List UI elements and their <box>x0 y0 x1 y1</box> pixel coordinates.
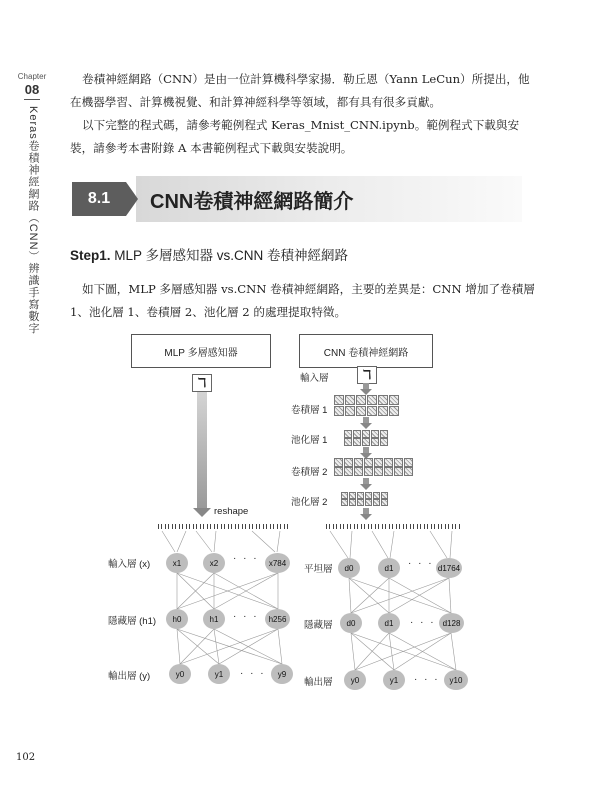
cnn-pool1-feature-maps-row2 <box>344 438 388 446</box>
mlp-output-node: y0 <box>169 664 191 684</box>
mlp-input-ellipsis: · · · <box>233 553 259 564</box>
cnn-hidden-node: d0 <box>340 613 362 633</box>
cnn-output-layer-label: 輸出層 <box>304 677 333 688</box>
intro-paragraph-2: 以下完整的程式碼，請參考範例程式 Keras_Mnist_CNN.ipynb。範例程式下載與安裝，請參考本書附錄 A 本書範例程式下載與安裝說明。 <box>70 118 520 155</box>
cnn-pool2-feature-maps-row2 <box>341 499 388 506</box>
cnn-flatten-node: d1764 <box>436 558 462 578</box>
mlp-title-box: MLP 多層感知器 <box>131 334 271 368</box>
cnn-arrowhead <box>360 514 372 520</box>
cnn-conv1-label: 卷積層 1 <box>291 405 328 416</box>
cnn-output-node: y1 <box>383 670 405 690</box>
mlp-input-node: x2 <box>203 553 225 573</box>
cnn-conv1-feature-maps <box>334 395 399 405</box>
cnn-flatten-layer-label: 平坦層 <box>304 564 333 575</box>
chapter-label: Chapter <box>17 72 47 81</box>
mlp-input-node: x1 <box>166 553 188 573</box>
cnn-conv2-feature-maps <box>334 458 413 467</box>
step-label: Step1. <box>70 248 111 263</box>
page-number: 102 <box>16 752 36 763</box>
cnn-hidden-node: d1 <box>378 613 400 633</box>
mlp-output-node: y1 <box>208 664 230 684</box>
step-title: MLP 多層感知器 vs.CNN 卷積神經網路 <box>110 248 349 263</box>
cnn-arrowhead <box>360 484 372 490</box>
cnn-hidden-ellipsis: · · · <box>410 617 436 628</box>
mlp-input-node: x784 <box>265 553 290 573</box>
cnn-hidden-node: d128 <box>439 613 464 633</box>
cnn-pool2-label: 池化層 2 <box>291 497 328 508</box>
chapter-number: 08 <box>24 82 40 97</box>
section-number: 8.1 <box>72 182 126 216</box>
reshape-label: reshape <box>214 506 249 517</box>
mlp-output-ellipsis: · · · <box>240 668 266 679</box>
cnn-conv2-label: 卷積層 2 <box>291 467 328 478</box>
mlp-input-layer-label: 輸入層 (x) <box>108 559 151 570</box>
mlp-output-layer-label: 輸出層 (y) <box>108 671 151 682</box>
mlp-output-node: y9 <box>271 664 293 684</box>
intro-paragraph-1: 卷積神經網路（CNN）是由一位計算機科學家揚．勒丘恩（Yann LeCun）所提出，他在機器學習、計算機視覺、和計算神經科學等領域，都有具有很多貢獻。 <box>70 72 530 109</box>
mlp-input-digit-image: ℸ <box>192 374 212 392</box>
chapter-vertical-title: Keras卷積神經網路（CNN）辨識手寫數字 <box>27 106 39 335</box>
cnn-output-node: y0 <box>344 670 366 690</box>
mlp-hidden-node: h1 <box>203 609 225 629</box>
cnn-output-ellipsis: · · · <box>414 674 440 685</box>
cnn-flatten-ellipsis: · · · <box>408 558 434 569</box>
cnn-arrowhead <box>360 423 372 429</box>
section-title: CNN卷積神經網路簡介 <box>150 190 354 213</box>
mlp-hidden-layer-label: 隱藏層 (h1) <box>108 616 157 627</box>
mlp-hidden-node: h256 <box>265 609 290 629</box>
cnn-input-layer-label: 輸入層 <box>300 373 329 384</box>
cnn-flatten-node: d1 <box>378 558 400 578</box>
cnn-pool1-label: 池化層 1 <box>291 435 328 446</box>
body-paragraph: 如下圖，MLP 多層感知器 vs.CNN 卷積神經網路，主要的差異是：CNN 增加了卷積層 1、池化層 1、卷積層 2、池化層 2 的處理提取特徵。 <box>70 282 535 319</box>
mlp-hidden-node: h0 <box>166 609 188 629</box>
cnn-hidden-layer-label: 隱藏層 <box>304 620 333 631</box>
cnn-conv1-feature-maps-row2 <box>334 406 399 416</box>
cnn-title-box: CNN 卷積神經網路 <box>299 334 433 368</box>
cnn-pool2-feature-maps <box>341 492 388 499</box>
cnn-flattened-features <box>326 524 460 529</box>
cnn-flatten-node: d0 <box>338 558 360 578</box>
cnn-pool1-feature-maps <box>344 430 388 438</box>
cnn-conv2-feature-maps-row2 <box>334 467 413 476</box>
cnn-input-digit-image: ℸ <box>357 366 377 384</box>
mlp-hidden-ellipsis: · · · <box>233 611 259 622</box>
cnn-output-node: y10 <box>444 670 468 690</box>
